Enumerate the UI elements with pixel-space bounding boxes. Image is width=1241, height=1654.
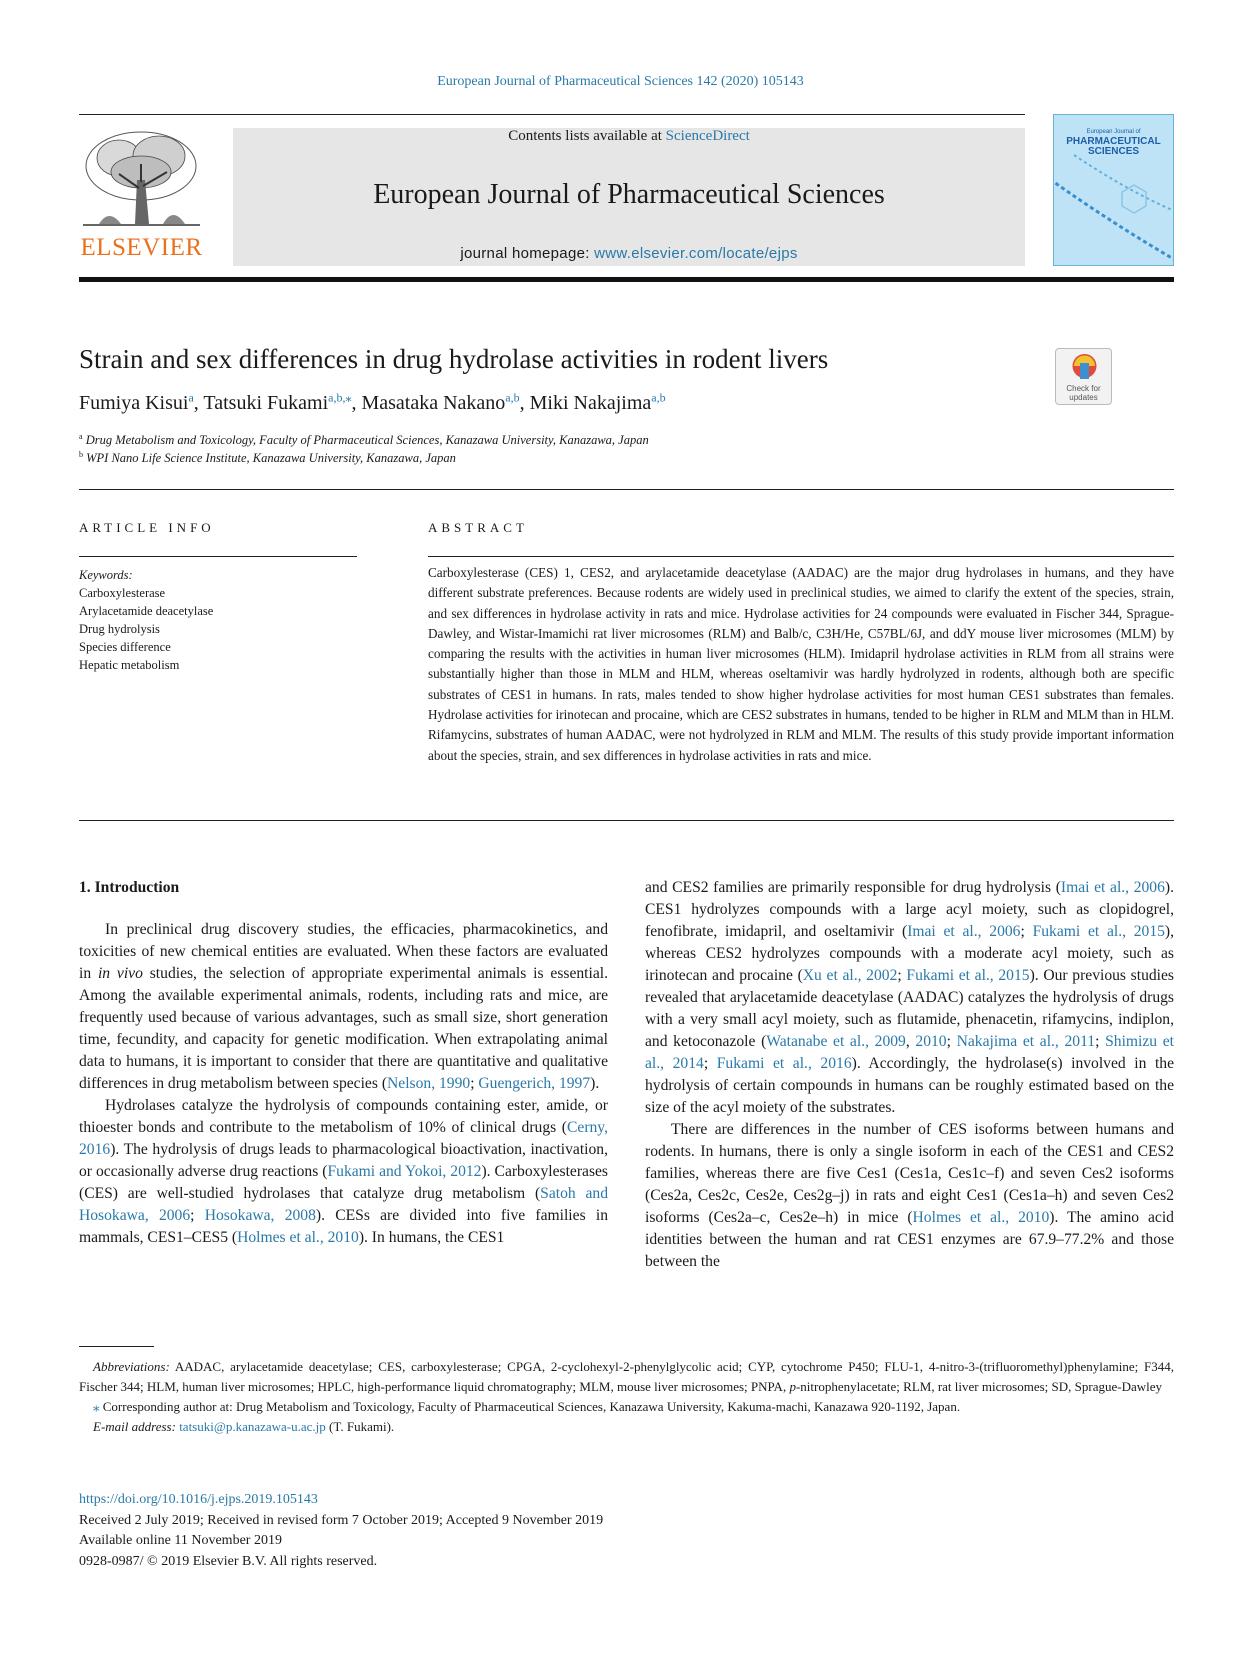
keyword: Arylacetamide deacetylase (79, 604, 214, 618)
publication-info (79, 1490, 603, 1572)
article-info-rule (79, 556, 357, 557)
author[interactable]: Tatsuki Fukami$^{a,b,⁎}$ (203, 390, 352, 414)
author[interactable]: Fumiya Kisui$^a$ (79, 390, 194, 414)
paragraph: Hydrolases catalyze the hydrolysis of compounds containing ester, amide, or thioester bonds and contribute to the metabolism of 10% of clinical drugs (Cerny, 2016). The hydrolysis of drugs leads to pharmacological bioactivation, inactivation, or occasionally adverse drug reactions (Fukami and Yokoi, 2012). Carboxylesterases (CES) are well-studied hydrolases that catalyze drug metabolism (Satoh and Hosokawa, 2006; Hosokawa, 2008). CESs are divided into five families in mammals, CES1–CES5 (Holmes et al., 2010). In humans, the CES1 (79, 1097, 609, 1246)
reference-link[interactable]: Nakajima et al., 2011 (956, 1033, 1096, 1050)
reference-link[interactable]: Guengerich, 1997 (478, 1075, 591, 1092)
journal-banner (233, 128, 1025, 266)
reference-link[interactable]: Imai et al., 2006 (1060, 879, 1165, 896)
author-list: Fumiya Kisui$^a$, Tatsuki Fukami$^{a,b,⁎}$, Masataka Nakano$^{a,b}$, Miki Nakajima$^{a,b}$ (79, 390, 666, 414)
sciencedirect-link[interactable]: ScienceDirect (665, 128, 750, 144)
reference-link[interactable]: Fukami et al., 2016 (716, 1055, 852, 1072)
section-heading: 1. Introduction (79, 879, 180, 896)
keyword: Carboxylesterase (79, 586, 166, 600)
section-rule (79, 820, 1174, 821)
reference-link[interactable]: 2010 (915, 1033, 947, 1050)
keyword: Species difference (79, 640, 171, 654)
email-footnote: E-mail address: tatsuki@p.kanazawa-u.ac.jp (T. Fukami). (93, 1419, 395, 1434)
author[interactable]: Masataka Nakano$^{a,b}$ (361, 390, 520, 414)
check-for-updates-button[interactable] (1055, 348, 1112, 405)
body-column-right (645, 877, 1174, 1273)
journal-citation[interactable]: European Journal of Pharmaceutical Sciences 142 (2020) 105143 (437, 74, 804, 89)
homepage-link[interactable]: www.elsevier.com/locate/ejps (594, 245, 798, 262)
cover-molecule-icon (1054, 115, 1174, 266)
header-rule (79, 114, 1025, 115)
author[interactable]: Miki Nakajima$^{a,b}$ (529, 390, 666, 414)
reference-link[interactable]: Shimizu et al., 2014 (645, 1033, 1175, 1072)
reference-link[interactable]: Holmes et al., 2010 (237, 1229, 359, 1246)
header-thick-rule (79, 277, 1174, 282)
corresponding-author-footnote: ⁎ Corresponding author at: Drug Metabolism and Toxicology, Faculty of Pharmaceutical Sciences, Kanazawa University, Kakuma-machi, Kanazawa 920-1192, Japan. (93, 1399, 961, 1414)
online-date: Available online 11 November 2019 (79, 1533, 282, 1548)
reference-link[interactable]: Watanabe et al., 2009 (766, 1033, 906, 1050)
reference-link[interactable]: Fukami et al., 2015 (1032, 923, 1165, 940)
keyword: Hepatic metabolism (79, 658, 180, 672)
cover-title: PHARMACEUTICAL SCIENCES (1066, 136, 1161, 157)
email-link[interactable]: tatsuki@p.kanazawa-u.ac.jp (179, 1419, 326, 1434)
reference-link[interactable]: Imai et al., 2006 (907, 923, 1021, 940)
reference-link[interactable]: Fukami et al., 2015 (906, 967, 1030, 984)
article-info-heading: ARTICLE INFO (79, 520, 215, 535)
elsevier-wordmark: ELSEVIER (80, 234, 203, 261)
journal-name: European Journal of Pharmaceutical Sciences (373, 179, 885, 210)
reference-link[interactable]: Hosokawa, 2008 (204, 1207, 316, 1224)
elsevier-tree-icon (79, 128, 204, 232)
reference-link[interactable]: Fukami and Yokoi, 2012 (327, 1163, 482, 1180)
journal-cover[interactable] (1053, 114, 1174, 266)
reference-link[interactable]: Xu et al., 2002 (802, 967, 898, 984)
homepage-line: journal homepage: www.elsevier.com/locate/ejps (460, 245, 798, 262)
abstract-text: Carboxylesterase (CES) 1, CES2, and arylacetamide deacetylase (AADAC) are the major drug hydrolases in humans, and they have different substrate preferences. Because rodents are widely used in preclinical studies, we aimed to clarify the extent of the species, strain, and sex differences in hydrolase activity in rats and mice. Hydrolase activities for 24 compounds were evaluated in Fischer 344, Sprague-Dawley, and Wistar-Imamichi rat liver microsomes (RLM) and Balb/c, C3H/He, C57BL/6J, and ddY mouse liver microsomes (MLM) by comparing the results with the activities in human liver microsomes (HLM). Imidapril hydrolase activities in RLM from all strains were substantially higher than those in MLM and HLM, whereas oseltamivir was hardly hydrolyzed in rodents, although both are specific substrates of CES1 in humans. In rats, males tended to show higher hydrolase activities for most human CES1 substrates than females. Hydrolase activities for irinotecan and procaine, which are CES2 substrates in humans, tended to be higher in RLM and MLM than in HLM. Rifamycins, substrates of human AADAC, were not hydrolyzed in RLM and MLM. The results of this study provide important information about the species, strain, and sex differences in hydrolase activities in rats and mice. (428, 565, 1174, 763)
reference-link[interactable]: Satoh and Hosokawa, 2006 (79, 1185, 608, 1224)
paragraph: and CES2 families are primarily responsible for drug hydrolysis (Imai et al., 2006). CES1 hydrolyzes compounds with a large acyl moiety, such as clopidogrel, fenofibrate, imidapril, and oseltamivir (Imai et al., 2006; Fukami et al., 2015), whereas CES2 hydrolyzes compounds with a moderate acyl moiety, such as irinotecan and procaine (Xu et al., 2002; Fukami et al., 2015). Our previous studies revealed that arylacetamide deacetylase (AADAC) catalyzes the hydrolysis of drugs with a very small acyl moiety, such as flutamide, phenacetin, rifamycins, indiplon, and ketoconazole (Watanabe et al., 2009, 2010; Nakajima et al., 2011; Shimizu et al., 2014; Fukami et al., 2016). Accordingly, the hydrolase(s) involved in the hydrolysis of certain compounds in humans can be roughly estimated based on the size of the acyl moiety of the substrates. (645, 879, 1175, 1116)
crossmark-icon (1056, 349, 1113, 385)
copyright: 0928-0987/ © 2019 Elsevier B.V. All rights reserved. (79, 1553, 378, 1569)
body-column-left (79, 877, 608, 1249)
keyword: Drug hydrolysis (79, 622, 160, 636)
contents-line: Contents lists available at ScienceDirect (508, 128, 750, 144)
crossmark-label: Check for updates (1066, 384, 1101, 402)
paragraph: There are differences in the number of CES isoforms between humans and rodents. In humans, there is only a single isoform in each of the CES1 and CES2 families, whereas there are five Ces1 (Ces1a, Ces1c–f) and seven Ces2 isoforms (Ces2a, Ces2c, Ces2e, Ces2g–j) in rats and eight Ces1 (Ces1a–h) and seven Ces2 isoforms (Ces2a–c, Ces2e–h) in mice (Holmes et al., 2010). The amino acid identities between the human and rat CES1 enzymes are 67.9–77.2% and those between the (645, 1121, 1174, 1270)
abstract-rule (428, 556, 1174, 557)
keywords-label: Keywords: (79, 568, 133, 582)
reference-link[interactable]: Nelson, 1990 (387, 1075, 471, 1092)
reference-link[interactable]: Holmes et al., 2010 (912, 1209, 1050, 1226)
paragraph: In preclinical drug discovery studies, the efficacies, pharmacokinetics, and toxicities of new chemical entities are evaluated. When these factors are evaluated in in vivo studies, the selection of appropriate experimental animals is essential. Among the available experimental animals, rodents, including rats and mice, are frequently used because of various advantages, such as small size, short generation time, fecundity, and capacity for genetic modification. When extrapolating animal data to humans, it is important to consider that there are quantitative and qualitative differences in drug metabolism between species (Nelson, 1990; Guengerich, 1997). (79, 921, 608, 1092)
elsevier-logo (79, 128, 204, 268)
article-title: Strain and sex differences in drug hydrolase activities in rodent livers (79, 344, 829, 374)
affiliation: $^b$ WPI Nano Life Science Institute, Kanazawa University, Kanazawa, Japan (79, 450, 456, 466)
affiliation: $^a$ Drug Metabolism and Toxicology, Faculty of Pharmaceutical Sciences, Kanazawa University, Kanazawa, Japan (79, 432, 649, 448)
abstract-heading: ABSTRACT (428, 520, 528, 535)
received-dates: Received 2 July 2019; Received in revised form 7 October 2019; Accepted 9 November 2019 (79, 1512, 604, 1528)
footnote-rule (79, 1346, 154, 1347)
footnotes (79, 1357, 1174, 1437)
reference-link[interactable]: Cerny, 2016 (79, 1119, 608, 1158)
section-rule (79, 489, 1174, 490)
keywords-block (79, 566, 213, 674)
cover-subtitle: European Journal of (1086, 129, 1141, 135)
abbreviations-footnote: Abbreviations: AADAC, arylacetamide deacetylase; CES, carboxylesterase; CPGA, 2-cyclohexyl-2-phenylglycolic acid; CYP, cytochrome P450; FLU-1, 4-nitro-3-(trifluoromethyl)phenylamine; F344, Fischer 344; HLM, human liver microsomes; HPLC, high-performance liquid chromatography; MLM, mouse liver microsomes; PNPA, p-nitrophenylacetate; RLM, rat liver microsomes; SD, Sprague-Dawley (79, 1359, 1174, 1394)
doi-link[interactable]: https://doi.org/10.1016/j.ejps.2019.105143 (79, 1492, 318, 1507)
